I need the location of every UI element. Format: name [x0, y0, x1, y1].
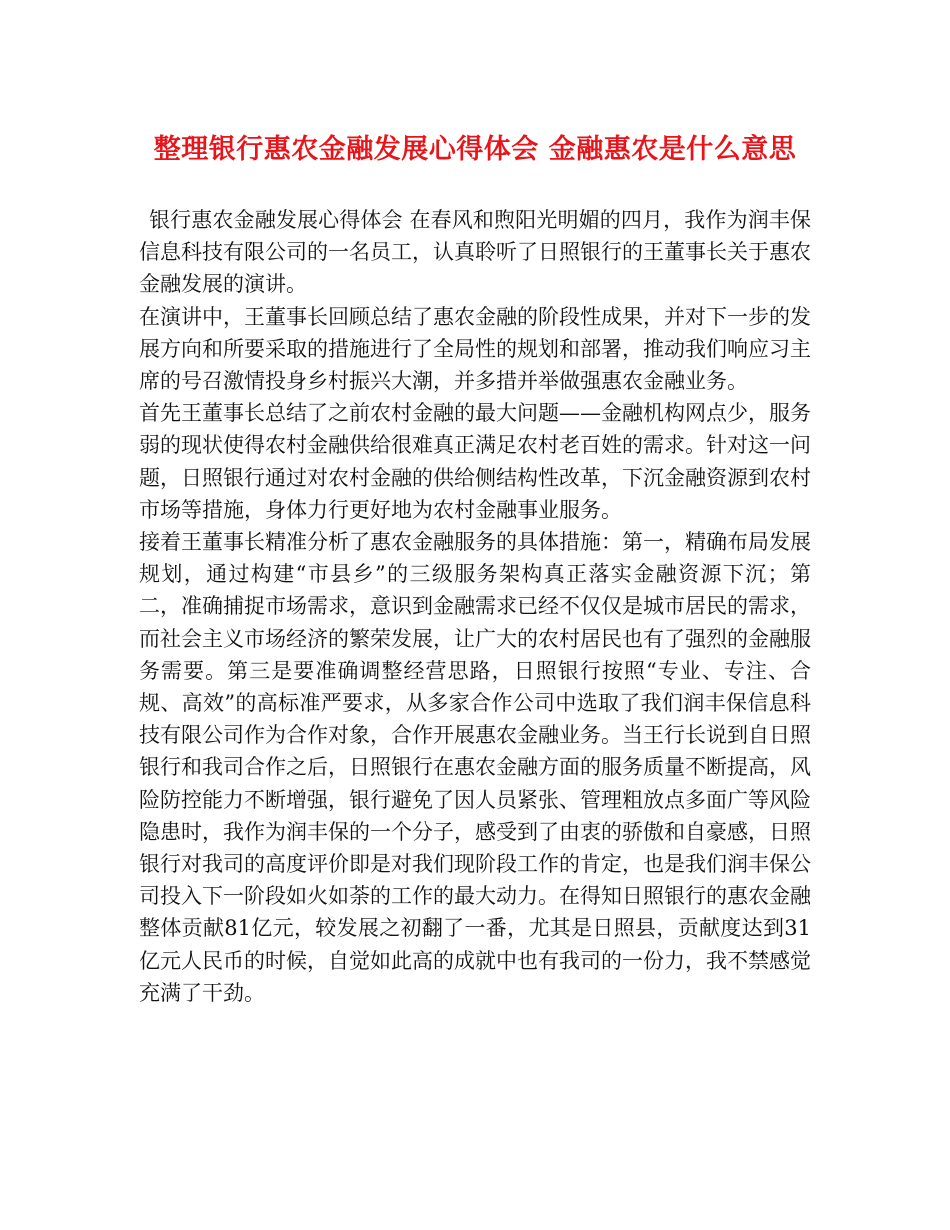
paragraph-intro: 银行惠农金融发展心得体会 在春风和煦阳光明媚的四月，我作为润丰保信息科技有限公司的一名员工，认真聆听了日照银行的王董事长关于惠农金融发展的演讲。	[139, 208, 811, 297]
document-title: 整理银行惠农金融发展心得体会 金融惠农是什么意思	[153, 134, 797, 165]
paragraph-speech-review: 在演讲中，王董事长回顾总结了惠农金融的阶段性成果，并对下一步的发展方向和所要采取的措施进行了全局性的规划和部署，推动我们响应习主席的号召激情投身乡村振兴大潮，并多措并举做强惠农金融业务。	[139, 304, 811, 394]
paragraph-problem-summary: 首先王董事长总结了之前农村金融的最大问题——金融机构网点少，服务弱的现状使得农村金融供给很难真正满足农村老百姓的需求。针对这一问题，日照银行通过对农村金融的供给侧结构性改革，下沉金融资源到农村市场等措施，身体力行更好地为农村金融事业服务。	[139, 401, 811, 522]
document-body	[139, 204, 811, 1009]
paragraph-measures: 接着王董事长精准分析了惠农金融服务的具体措施：第一，精确布局发展规划，通过构建“市县乡”的三级服务架构真正落实金融资源下沉；第二，准确捕捉市场需求，意识到金融需求已经不仅仅是城市居民的需求，而社会主义市场经济的繁荣发展，让广大的农村居民也有了强烈的金融服务需要。第三是要准确调整经营思路，日照银行按照“专业、专注、合规、高效”的高标准严要求，从多家合作公司中选取了我们润丰保信息科技有限公司作为合作对象，合作开展惠农金融业务。当王行长说到自日照银行和我司合作之后，日照银行在惠农金融方面的服务质量不断提高，风险防控能力不断增强，银行避免了因人员紧张、管理粗放点多面广等风险隐患时，我作为润丰保的一个分子，感受到了由衷的骄傲和自豪感，日照银行对我司的高度评价即是对我们现阶段工作的肯定，也是我们润丰保公司投入下一阶段如火如荼的工作的最大动力。在得知日照银行的惠农金融整体贡献81亿元，较发展之初翻了一番，尤其是日照县，贡献度达到31亿元人民币的时候，自觉如此高的成就中也有我司的一份力，我不禁感觉充满了干劲。	[139, 530, 811, 1005]
